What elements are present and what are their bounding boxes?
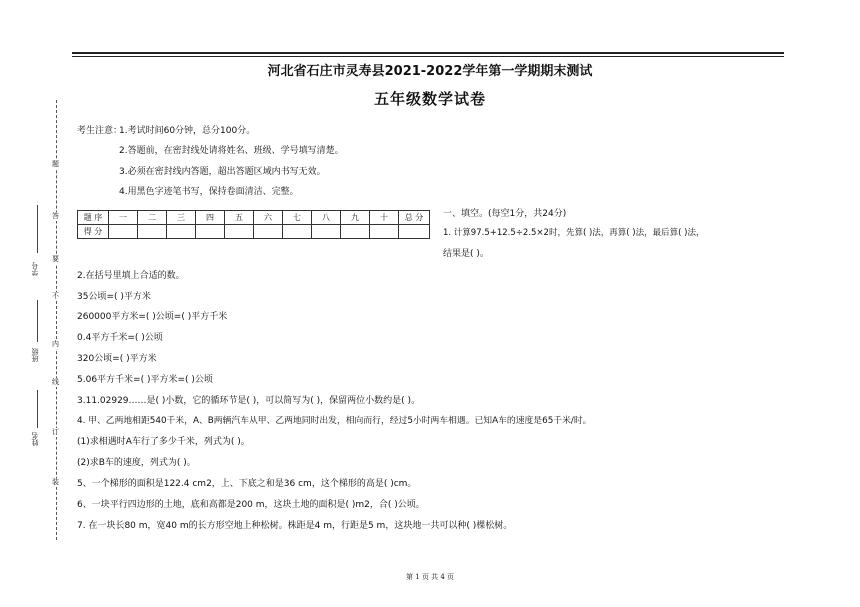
score-cell[interactable]: [254, 225, 283, 239]
score-total-cell[interactable]: [399, 225, 430, 239]
exam-subtitle: 五年级数学试卷: [373, 90, 486, 108]
seal-char: 订: [52, 428, 59, 436]
page-footer: 第 1 页 共 4 页: [405, 573, 455, 581]
section-heading: 一、填空。(每空1分，共24分): [443, 209, 567, 219]
question-2a: 35公顷=( )平方米: [77, 292, 151, 302]
name-line: [37, 390, 38, 428]
score-cell[interactable]: [370, 225, 399, 239]
question-2b: 260000平方米=( )公顷=( )平方千米: [77, 312, 228, 322]
note-item: 2.答题前，在密封线处请将姓名、班级、学号填写清楚。: [119, 146, 344, 156]
score-cell[interactable]: [109, 225, 138, 239]
score-cell[interactable]: [341, 225, 370, 239]
score-cell[interactable]: [138, 225, 167, 239]
score-col: 八: [312, 211, 341, 225]
score-table-score-row: [78, 225, 430, 239]
score-total-header: 总 分: [399, 211, 430, 225]
score-col: 三: [167, 211, 196, 225]
question-6: 6、一块平行四边形的土地，底和高都是200 m，这块土地的面积是( )m2，合( )公顷。: [77, 500, 425, 510]
score-table-header-row: [78, 211, 430, 225]
score-col: 五: [225, 211, 254, 225]
question-1-line1: 1. 计算97.5+12.5÷2.5×2时，先算( )法，再算( )法，最后算( )法，: [443, 228, 705, 238]
question-2c: 0.4平方千米=( )公顷: [77, 333, 163, 343]
question-2d: 320公顷=( )平方米: [77, 354, 157, 364]
seal-char: 答: [52, 212, 59, 220]
score-col: 七: [283, 211, 312, 225]
seal-char: 不: [52, 292, 59, 300]
notes-label: 考生注意：: [77, 126, 123, 136]
note-item: 4.用黑色字迹笔书写，保持卷面清洁、完整。: [119, 187, 299, 197]
seal-char: 题: [52, 160, 59, 168]
question-2e: 5.06平方千米=( )平方米=( )公顷: [77, 375, 213, 385]
score-cell[interactable]: [196, 225, 225, 239]
score-cell[interactable]: [283, 225, 312, 239]
score-row-header: 得 分: [78, 225, 109, 239]
question-5: 5、一个梯形的面积是122.4 cm2，上、下底之和是36 cm，这个梯形的高是( )cm。: [77, 479, 417, 489]
seal-char: 内: [52, 340, 59, 348]
question-4: 4. 甲、乙两地相距540千米，A、B两辆汽车从甲、乙两地同时出发，相向而行，经过5小时两车相遇。已知A车的速度是65千米/时。: [77, 416, 592, 426]
seal-char: 要: [52, 255, 59, 263]
seal-char: 线: [52, 378, 59, 386]
score-cell[interactable]: [167, 225, 196, 239]
score-cell[interactable]: [312, 225, 341, 239]
question-4a: (1)求相遇时A车行了多少千米，列式为( )。: [77, 437, 250, 447]
question-7: 7. 在一块长80 m，宽40 m的长方形空地上种松树。株距是4 m，行距是5 m，这块地一共可以种( )棵松树。: [77, 521, 513, 531]
score-cell[interactable]: [225, 225, 254, 239]
score-col: 二: [138, 211, 167, 225]
score-col: 十: [370, 211, 399, 225]
class-line: [37, 300, 38, 342]
note-item: 1.考试时间60分钟，总分100分。: [119, 126, 256, 136]
header-rule-thin: [72, 56, 784, 57]
name-label: 姓名: [31, 432, 39, 446]
exam-title: 河北省石庄市灵寿县2021-2022学年第一学期期末测试: [267, 64, 593, 79]
question-1-line2: 结果是( )。: [443, 249, 489, 259]
student-id-label: 学号: [31, 262, 39, 276]
student-id-line: [37, 205, 38, 253]
score-table-header: 题 序: [78, 211, 109, 225]
seal-char: 装: [52, 478, 59, 486]
note-item: 3.必须在密封线内答题，超出答题区域内书写无效。: [119, 167, 326, 177]
question-3: 3.11.02929……是( )小数，它的循环节是( )，可以简写为( )，保留两位小数约是( )。: [77, 396, 421, 406]
score-col: 九: [341, 211, 370, 225]
score-table: [77, 210, 430, 239]
question-4b: (2)求B车的速度，列式为( )。: [77, 458, 196, 468]
score-col: 六: [254, 211, 283, 225]
question-2: 2.在括号里填上合适的数。: [77, 271, 185, 281]
header-rule-thick: [72, 52, 784, 54]
score-col: 一: [109, 211, 138, 225]
class-label: 班级: [31, 348, 39, 362]
score-col: 四: [196, 211, 225, 225]
